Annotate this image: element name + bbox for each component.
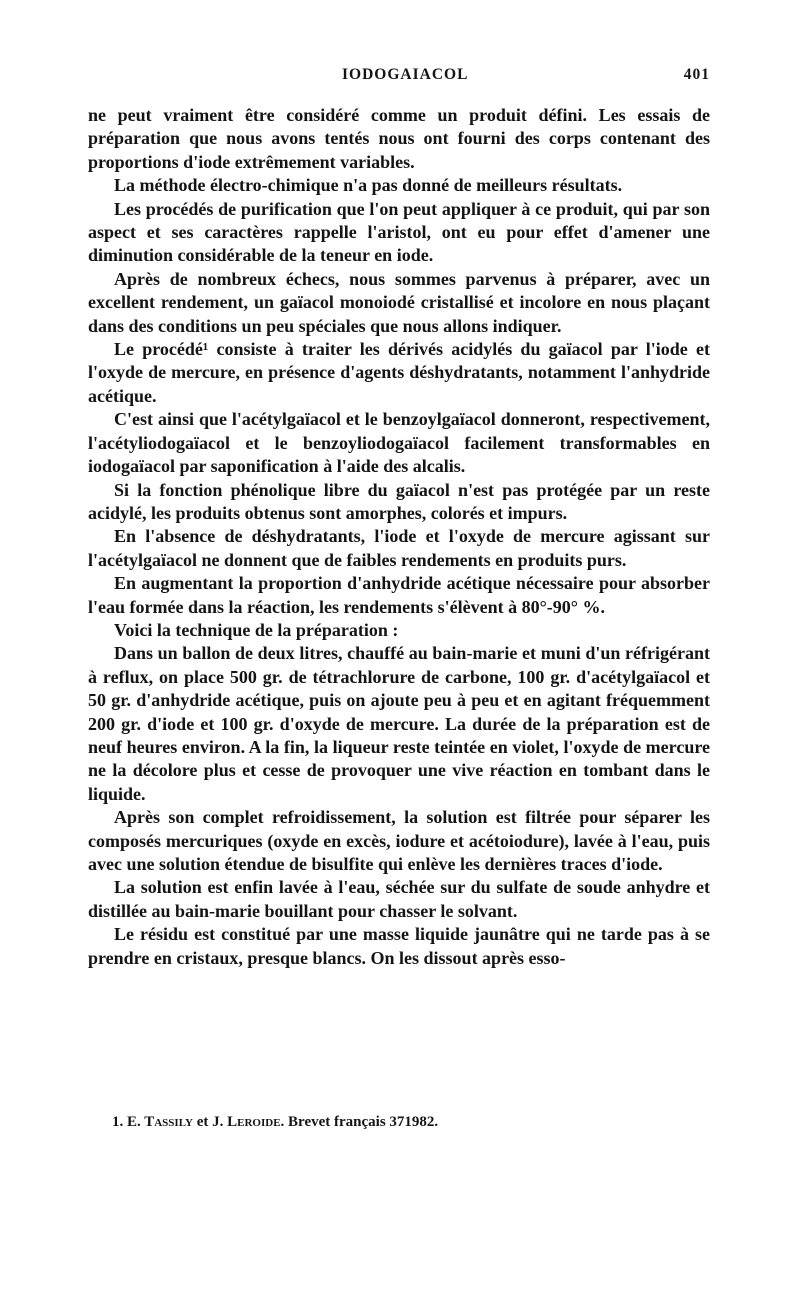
footnote-marker: 1. xyxy=(112,1114,124,1130)
page-number: 401 xyxy=(683,66,710,83)
paragraph: En augmentant la proportion d'anhydride acétique nécessaire pour absorber l'eau formée dans la réaction, les rendements s'élèvent à 80°-90° %. xyxy=(88,573,710,617)
paragraph: La méthode électro-chimique n'a pas donné de meilleurs résultats. xyxy=(114,175,623,196)
footnote-author: E. Tassily xyxy=(127,1114,193,1130)
footnote xyxy=(112,1114,712,1131)
running-head xyxy=(88,66,710,90)
footnote-text: Brevet français 371982. xyxy=(288,1114,439,1130)
paragraph: La solution est enfin lavée à l'eau, séchée sur du sulfate de soude anhydre et distillée au bain-marie bouillant pour chasser le solvant. xyxy=(88,877,710,921)
paragraph: En l'absence de déshydratants, l'iode et l'oxyde de mercure agissant sur l'acétylgaïacol ne donnent que de faibles rendements en produits purs. xyxy=(88,526,710,570)
paragraph: C'est ainsi que l'acétylgaïacol et le benzoylgaïacol donneront, respectivement, l'acétyliodogaïacol et le benzoyliodogaïacol facilement transformables en iodogaïacol par saponification à l'aide des alcalis. xyxy=(88,409,710,477)
paragraph: Le résidu est constitué par une masse liquide jaunâtre qui ne tarde pas à se prendre en cristaux, presque blancs. On les dissout après esso- xyxy=(88,924,710,968)
body-text xyxy=(88,104,710,970)
paragraph: Dans un ballon de deux litres, chauffé au bain-marie et muni d'un réfrigérant à reflux, on place 500 gr. de tétrachlorure de carbone, 100 gr. d'acétylgaïacol et 50 gr. d'anhydride acétique, puis on ajoute peu à peu et en agitant fréquemment 200 gr. d'iode et 100 gr. d'oxyde de mercure. La durée de la préparation est de neuf heures environ. A la fin, la liqueur reste teintée en violet, l'oxyde de mercure ne la décolore plus et cesse de provoquer une vive réaction en tombant dans le liquide. xyxy=(88,643,710,804)
paragraph: Après de nombreux échecs, nous sommes parvenus à préparer, avec un excellent rendement, un gaïacol monoiodé cristallisé et incolore en nous plaçant dans des conditions un peu spéciales que nous allons indiquer. xyxy=(88,268,710,336)
paragraph: Le procédé¹ consiste à traiter les dérivés acidylés du gaïacol par l'iode et l'oxyde de mercure, en présence d'agents déshydratants, notamment l'anhydride acétique. xyxy=(88,339,710,406)
paragraph: Si la fonction phénolique libre du gaïacol n'est pas protégée par un reste acidylé, les produits obtenus sont amorphes, colorés et impurs. xyxy=(88,479,710,523)
footnote-conjunction: et xyxy=(196,1114,209,1130)
paragraph: Après son complet refroidissement, la solution est filtrée pour séparer les composés mercuriques (oxyde en excès, iodure et acétoiodure), lavée à l'eau, puis avec une solution étendue de bisulfite qui enlève les dernières traces d'iode. xyxy=(88,807,710,874)
footnote-author: J. Leroide. xyxy=(212,1114,285,1130)
paragraph: Voici la technique de la préparation : xyxy=(114,619,399,640)
paragraph: ne peut vraiment être considéré comme un produit défini. Les essais de préparation que nous avons tentés nous ont fourni des corps contenant des proportions d'iode extrêmement variables. xyxy=(88,105,710,172)
paragraph: Les procédés de purification que l'on peut appliquer à ce produit, qui par son aspect et ses caractères rappelle l'aristol, ont eu pour effet d'amener une diminution considérable de la teneur en iode. xyxy=(88,198,710,266)
running-title: IODOGAIACOL xyxy=(342,66,469,83)
